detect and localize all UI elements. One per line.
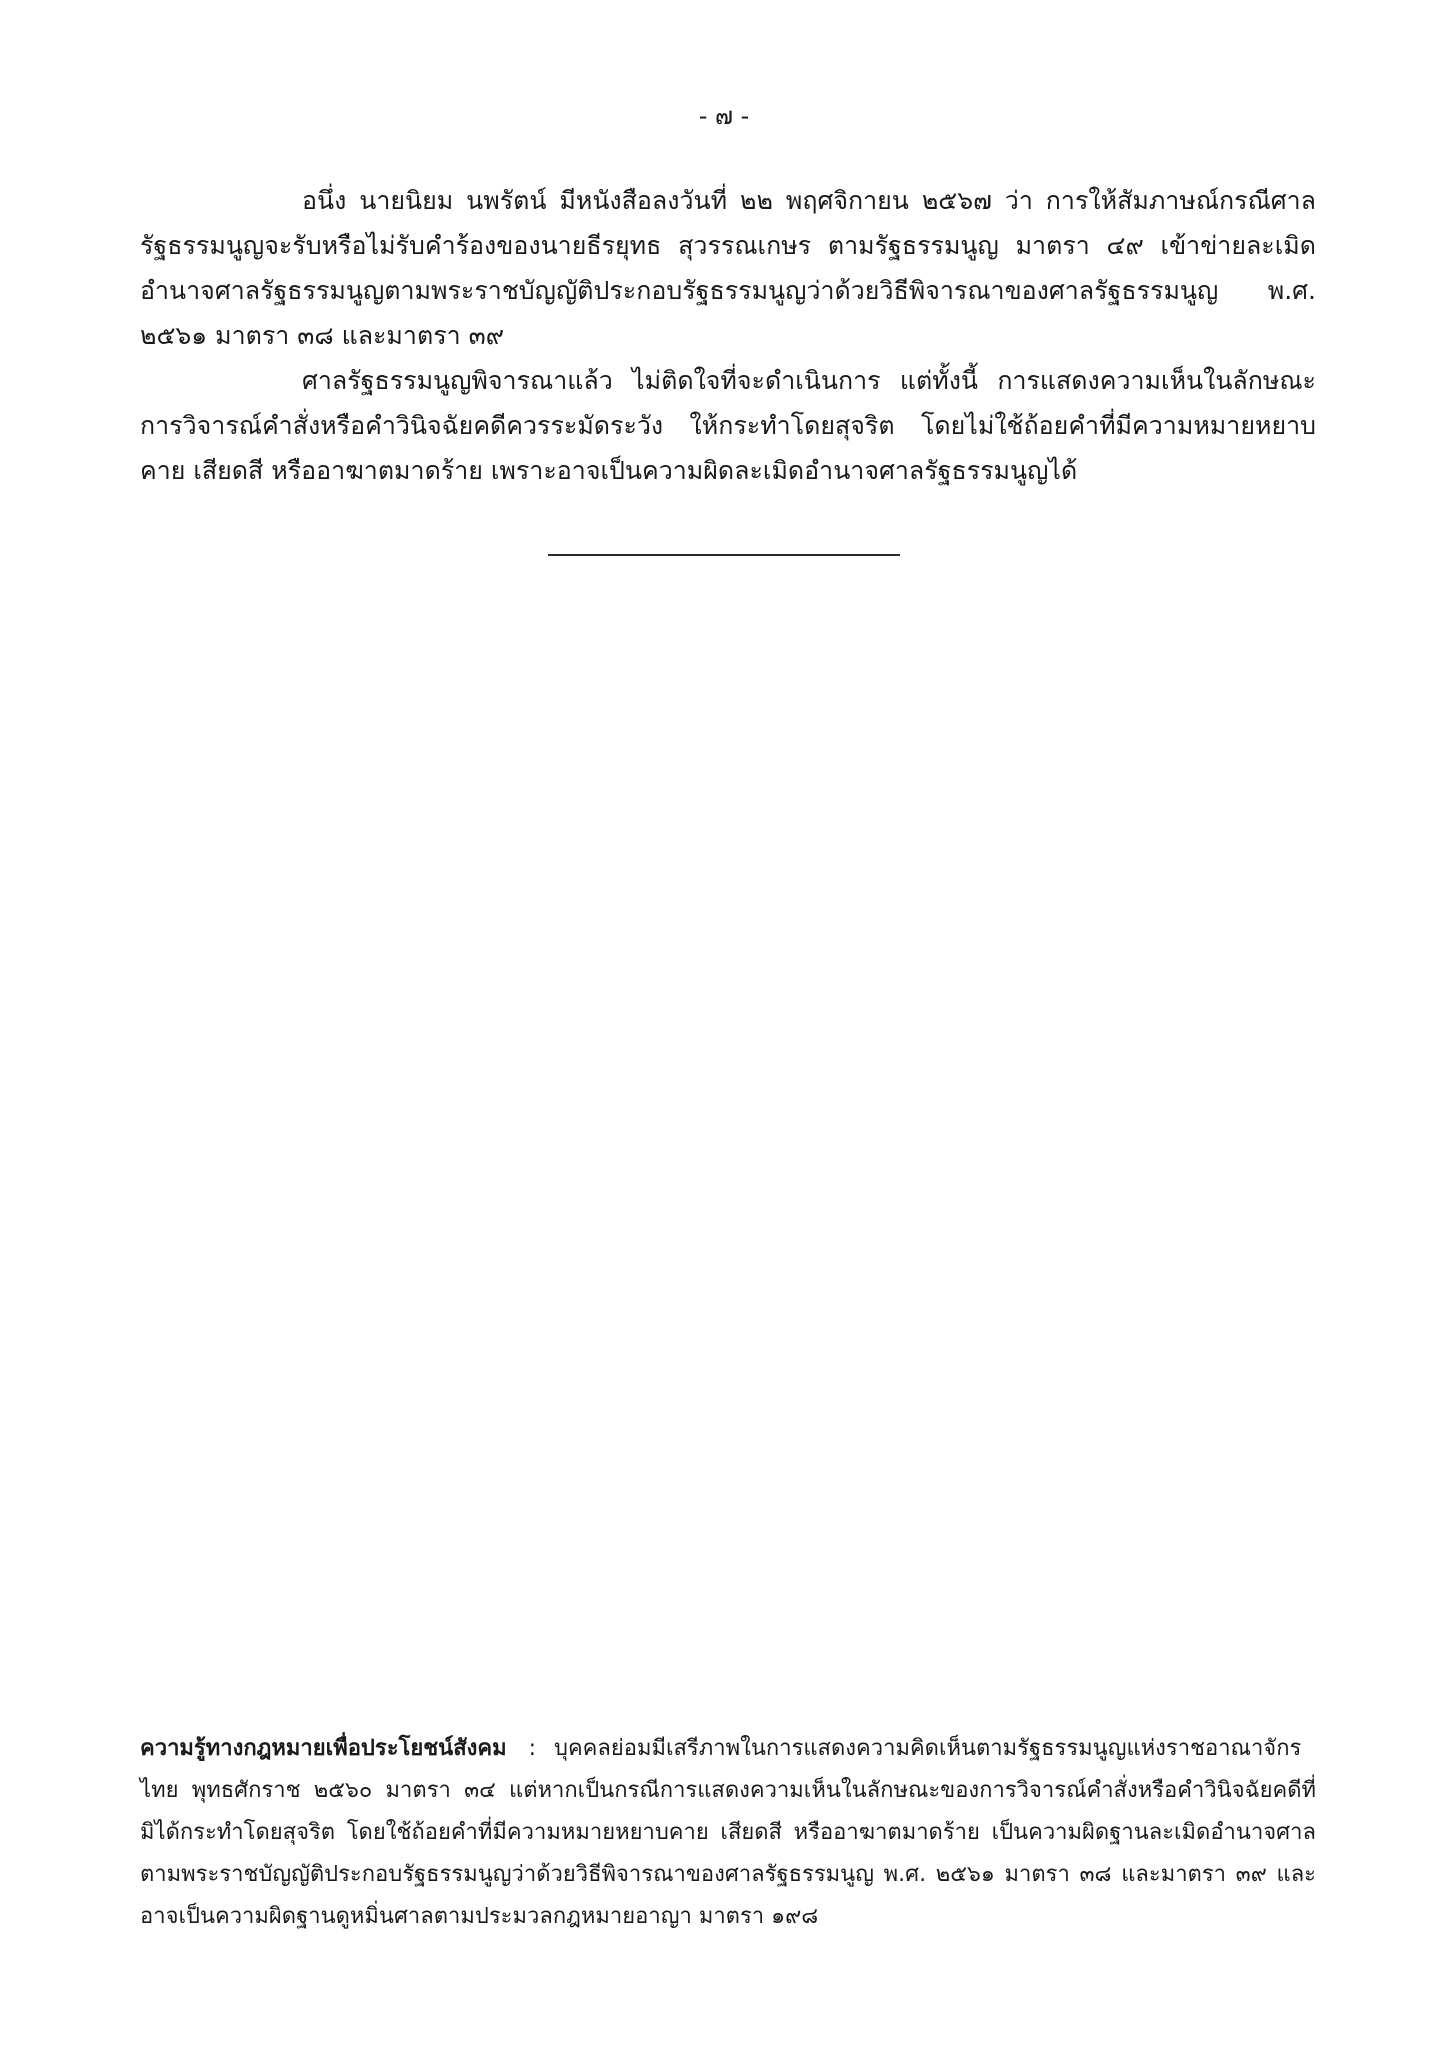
legal-knowledge-text: บุคคลย่อมมีเสรีภาพในการแสดงความคิดเห็นตามรัฐธรรมนูญแห่งราชอาณาจักรไทย พุทธศักราช ๒๕๖๐ มาตรา ๓๔ แต่หากเป็นกรณีการแสดงความเห็นในลักษณะของการวิจารณ์คำสั่งหรือคำวินิจฉัยคดีที่มิได้กระทำโดยสุจริต โดยใช้ถ้อยคำที่มีความหมายหยาบคาย เสียดสี หรืออาฆาตมาดร้าย เป็นความผิดฐานละเมิดอำนาจศาลตามพระราชบัญญัติประกอบรัฐธรรมนูญว่าด้วยวิธีพิจารณาของศาลรัฐธรรมนูญ พ.ศ. ๒๕๖๑ มาตรา ๓๘ และมาตรา ๓๙ และอาจเป็นความผิดฐานดูหมิ่นศาลตามประมวลกฎหมายอาญา มาตรา ๑๙๘ [140, 1736, 1316, 1929]
body-text [140, 178, 1316, 493]
paragraph-court-decision: ศาลรัฐธรรมนูญพิจารณาแล้ว ไม่ติดใจที่จะดำเนินการ แต่ทั้งนี้ การแสดงความเห็นในลักษณะการวิจารณ์คำสั่งหรือคำวินิจฉัยคดีควรระมัดระวัง ให้กระทำโดยสุจริต โดยไม่ใช้ถ้อยคำที่มีความหมายหยาบคาย เสียดสี หรืออาฆาตมาดร้าย เพราะอาจเป็นความผิดละเมิดอำนาจศาลรัฐธรรมนูญได้ [140, 366, 1316, 485]
legal-knowledge-note [140, 1728, 1316, 1938]
page-number: - ๗ - [698, 102, 750, 130]
paragraph-announcement: อนึ่ง นายนิยม นพรัตน์ มีหนังสือลงวันที่ ๒๒ พฤศจิกายน ๒๕๖๗ ว่า การให้สัมภาษณ์กรณีศาลรัฐธรรมนูญจะรับหรือไม่รับคำร้องของนายธีรยุทธ สุวรรณเกษร ตามรัฐธรรมนูญ มาตรา ๔๙ เข้าข่ายละเมิดอำนาจศาลรัฐธรรมนูญตามพระราชบัญญัติประกอบรัฐธรรมนูญว่าด้วยวิธีพิจารณาของศาลรัฐธรรมนูญ พ.ศ. ๒๕๖๑ มาตรา ๓๘ และมาตรา ๓๙ [140, 186, 1316, 350]
section-divider [548, 554, 900, 556]
legal-knowledge-separator: : [528, 1736, 536, 1761]
legal-knowledge-label: ความรู้ทางกฎหมายเพื่อประโยชน์สังคม [140, 1736, 507, 1761]
